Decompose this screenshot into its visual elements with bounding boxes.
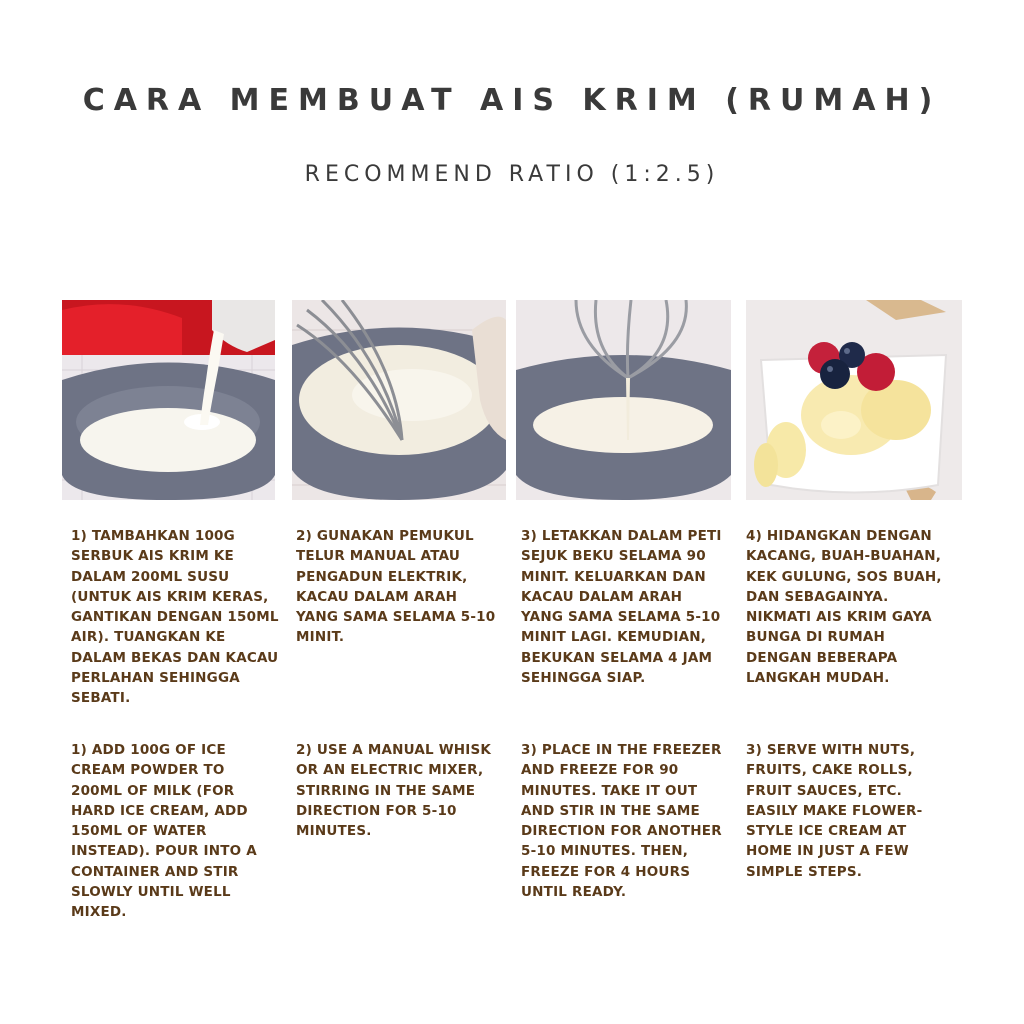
step-1-english-text: 1) ADD 100G OF ICE CREAM POWDER TO 200ML OF MILK (FOR HARD ICE CREAM, ADD 150ML OF WATER INSTEAD). POUR INTO A CONTAINER AND STIR SLOWLY UNTIL WELL MIXED.	[71, 742, 257, 921]
step-1-photo	[62, 300, 275, 500]
ice-cream-berries-image	[746, 300, 962, 500]
step-3-malay-text: 3) LETAKKAN DALAM PETI SEJUK BEKU SELAMA 90 MINIT. KELUARKAN DAN KACAU DALAM ARAH YANG SAMA SELAMA 5-10 MINIT LAGI. KEMUDIAN, BEKUKAN SELAMA 4 JAM SEHINGGA SIAP.	[521, 528, 722, 687]
step-4-malay-text: 4) HIDANGKAN DENGAN KACANG, BUAH-BUAHAN, KEK GULUNG, SOS BUAH, DAN SEBAGAINYA. NIKMATI AIS KRIM GAYA BUNGA DI RUMAH DENGAN BEBERAPA LANGKAH MUDAH.	[746, 528, 942, 687]
page-subtitle: RECOMMEND RATIO (1:2.5)	[304, 162, 720, 187]
step-3-english-text: 3) PLACE IN THE FREEZER AND FREEZE FOR 90 MINUTES. TAKE IT OUT AND STIR IN THE SAME DIRECTION FOR ANOTHER 5-10 MINUTES. THEN, FREEZE FOR 4 HOURS UNTIL READY.	[521, 742, 722, 901]
step-1-malay-text: 1) TAMBAHKAN 100G SERBUK AIS KRIM KE DALAM 200ML SUSU (UNTUK AIS KRIM KERAS, GANTIKAN DENGAN 150ML AIR). TUANGKAN KE DALAM BEKAS DAN KACAU PERLAHAN SEHINGGA SEBATI.	[71, 528, 279, 707]
step-2-english-text: 2) USE A MANUAL WHISK OR AN ELECTRIC MIXER, STIRRING IN THE SAME DIRECTION FOR 5-10 MINUTES.	[296, 742, 492, 840]
step-2-photo	[292, 300, 506, 500]
step-4-english-text: 3) SERVE WITH NUTS, FRUITS, CAKE ROLLS, FRUIT SAUCES, ETC. EASILY MAKE FLOWER-STYLE ICE CREAM AT HOME IN JUST A FEW SIMPLE STEPS.	[746, 742, 923, 880]
pouring-milk-bowl-image	[62, 300, 275, 500]
step-3-photo	[516, 300, 731, 500]
step-4-photo	[746, 300, 962, 500]
whisking-bowl-image	[292, 300, 506, 500]
step-2-malay-text: 2) GUNAKAN PEMUKUL TELUR MANUAL ATAU PENGADUN ELEKTRIK, KACAU DALAM ARAH YANG SAMA SELAMA 5-10 MINIT.	[296, 528, 496, 646]
page-title: CARA MEMBUAT AIS KRIM (RUMAH)	[82, 83, 942, 118]
whisk-dripping-bowl-image	[516, 300, 731, 500]
